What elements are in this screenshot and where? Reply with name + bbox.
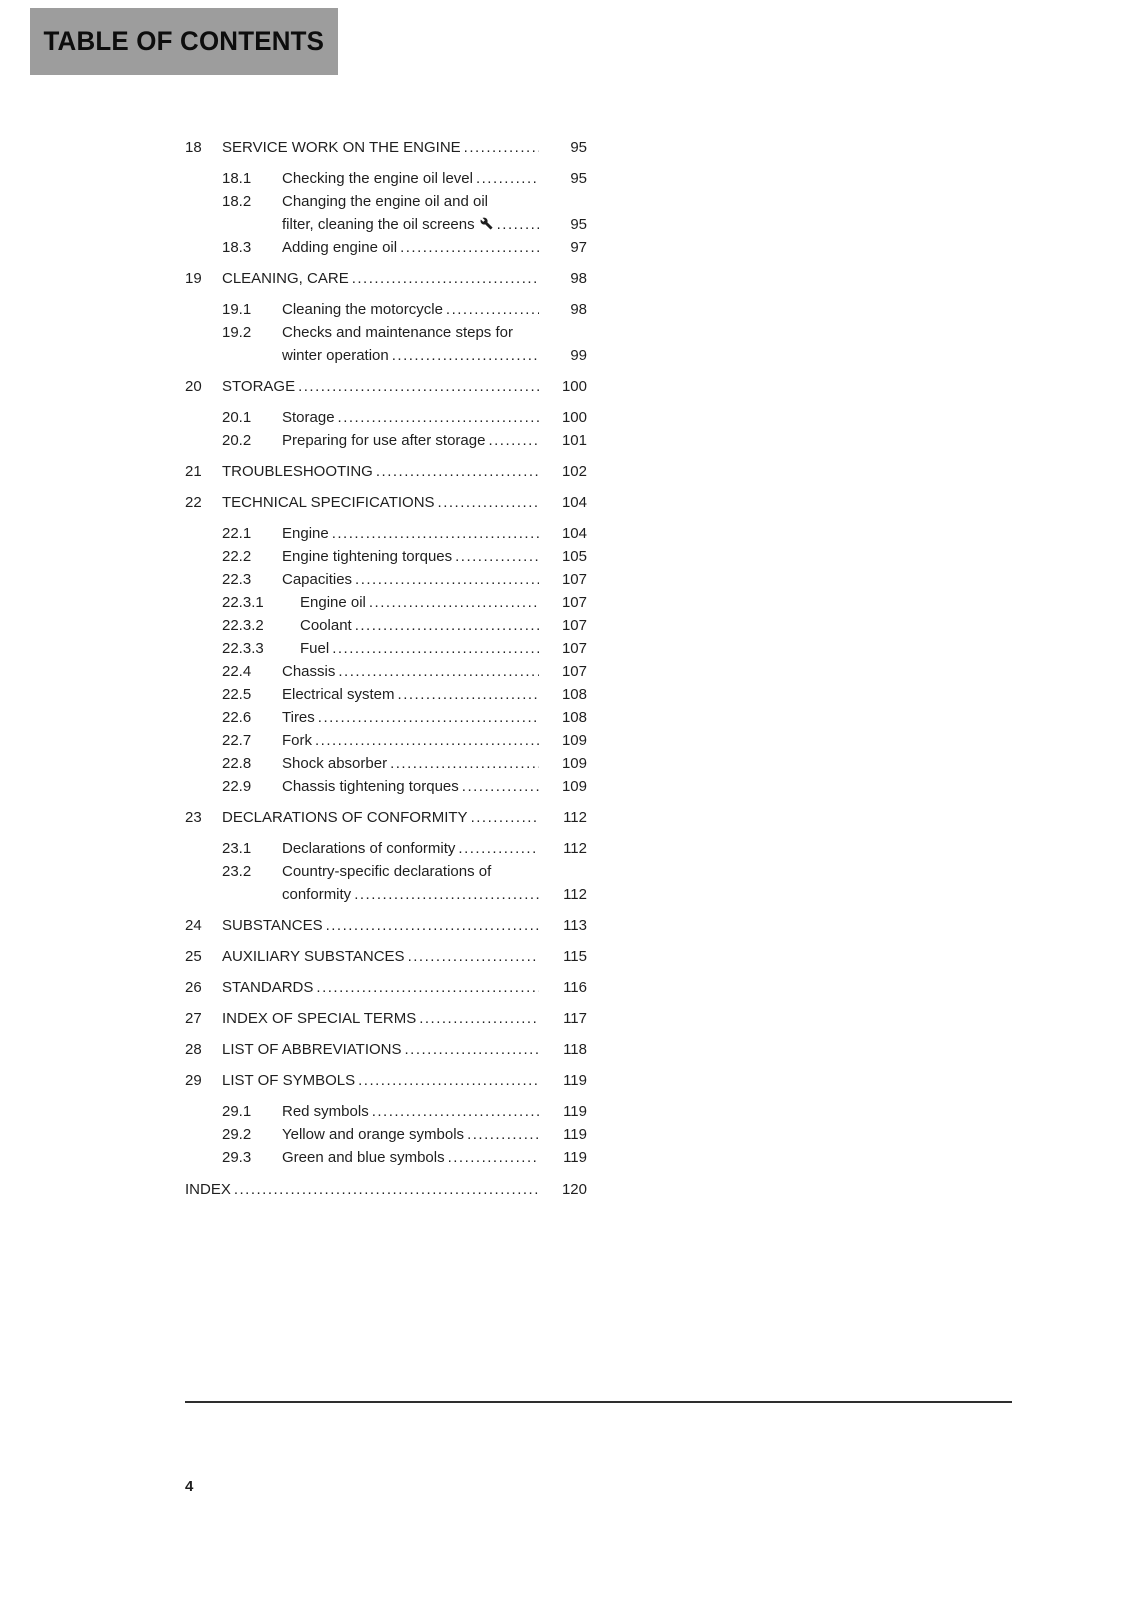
entry-number: 19.2: [222, 324, 252, 341]
toc-entry: [185, 545, 587, 568]
footer-page-number: 4: [185, 1478, 194, 1495]
dot-leader: [332, 522, 539, 545]
entry-page-number: 107: [561, 617, 587, 634]
entry-number: 28: [185, 1041, 202, 1058]
entry-number: 22.2: [222, 548, 252, 565]
entry-page-number: 109: [561, 778, 587, 795]
entry-page-number: 115: [563, 948, 587, 965]
toc-entry: [185, 568, 587, 591]
entry-number: 22.4: [222, 663, 252, 680]
toc-entry: [185, 837, 587, 860]
entry-page-number: 95: [570, 216, 587, 233]
dot-leader: [462, 775, 539, 798]
dot-leader: [398, 683, 539, 706]
toc-entry: [185, 190, 587, 236]
entry-title-line: TECHNICAL SPECIFICATIONS: [222, 494, 435, 511]
dot-leader: [476, 167, 539, 190]
entry-number: 22.6: [222, 709, 252, 726]
dot-leader: [355, 614, 539, 637]
toc-entry: [185, 806, 587, 829]
entry-page-number: 104: [561, 525, 587, 542]
entry-page-number: 102: [561, 463, 587, 480]
dot-leader: [355, 568, 539, 591]
entry-number: 18.3: [222, 239, 252, 256]
entry-number: 24: [185, 917, 202, 934]
entry-title-line: Tires: [282, 709, 315, 726]
dot-leader: [338, 660, 539, 683]
entry-page-number: 117: [563, 1010, 587, 1027]
entry-page-number: 97: [570, 239, 587, 256]
entry-page-number: 105: [561, 548, 587, 565]
entry-title-line: Cleaning the motorcycle: [282, 301, 443, 318]
dot-leader: [458, 837, 539, 860]
toc-entry: [185, 775, 587, 798]
entry-page-number: 104: [561, 494, 587, 511]
dot-leader: [446, 298, 539, 321]
dot-leader: [392, 344, 539, 367]
entry-title-line: Country-specific declarations of: [282, 863, 492, 880]
entry-page-number: 95: [570, 170, 587, 187]
entry-title-line: TROUBLESHOOTING: [222, 463, 373, 480]
entry-title-line: SUBSTANCES: [222, 917, 323, 934]
entry-title-line: Preparing for use after storage: [282, 432, 486, 449]
entry-page-number: 112: [563, 840, 587, 857]
dot-leader: [316, 976, 539, 999]
dot-leader: [405, 1038, 540, 1061]
toc-entry: [185, 460, 587, 483]
dot-leader: [400, 236, 539, 259]
entry-page-number: 107: [561, 571, 587, 588]
entry-page-number: 119: [563, 1072, 587, 1089]
entry-number: 25: [185, 948, 202, 965]
entry-number: 22.1: [222, 525, 252, 542]
entry-page-number: 116: [563, 979, 587, 996]
toc-entry: [185, 1146, 587, 1169]
toc-entry: [185, 945, 587, 968]
entry-page-number: 100: [561, 378, 587, 395]
entry-number: 23.1: [222, 840, 252, 857]
entry-title-line: INDEX: [185, 1181, 231, 1198]
entry-page-number: 95: [570, 139, 587, 156]
toc-entry: [185, 167, 587, 190]
entry-title-line: Electrical system: [282, 686, 395, 703]
toc-entry: [185, 429, 587, 452]
toc-entry: [185, 1069, 587, 1092]
entry-page-number: 119: [563, 1103, 587, 1120]
entry-number: 23.2: [222, 863, 252, 880]
entry-number: 22.3.2: [222, 617, 264, 634]
entry-number: 19: [185, 270, 202, 287]
dot-leader: [338, 406, 539, 429]
dot-leader: [408, 945, 539, 968]
entry-number: 23: [185, 809, 202, 826]
entry-page-number: 108: [561, 686, 587, 703]
toc-entry: [185, 136, 587, 159]
toc-entry: [185, 752, 587, 775]
entry-page-number: 119: [563, 1126, 587, 1143]
dot-leader: [471, 806, 539, 829]
toc-entry: [185, 1100, 587, 1123]
entry-number: 29.3: [222, 1149, 252, 1166]
entry-title-line: STORAGE: [222, 378, 296, 395]
toc-entry: [185, 1007, 587, 1030]
table-of-contents-header: [30, 8, 338, 75]
entry-page-number: 98: [570, 270, 587, 287]
entry-title-line: INDEX OF SPECIAL TERMS: [222, 1010, 417, 1027]
entry-number: 27: [185, 1010, 202, 1027]
entry-page-number: 109: [561, 732, 587, 749]
entry-title-line: Engine tightening torques: [282, 548, 453, 565]
toc-list: [185, 128, 587, 1201]
dot-leader: [464, 136, 539, 159]
entry-number: 20: [185, 378, 202, 395]
toc-entry: [185, 976, 587, 999]
entry-title-line: Adding engine oil: [282, 239, 398, 256]
dot-leader: [372, 1100, 539, 1123]
entry-number: 22.8: [222, 755, 252, 772]
entry-number: 22.3.1: [222, 594, 264, 611]
entry-title-line: Fork: [282, 732, 312, 749]
entry-number: 20.2: [222, 432, 252, 449]
entry-number: 22.9: [222, 778, 252, 795]
entry-page-number: 100: [561, 409, 587, 426]
entry-page-number: 112: [563, 809, 587, 826]
dot-leader: [467, 1123, 539, 1146]
entry-title-line: LIST OF SYMBOLS: [222, 1072, 356, 1089]
entry-title-line: Red symbols: [282, 1103, 369, 1120]
dot-leader: [332, 637, 539, 660]
entry-page-number: 113: [563, 917, 587, 934]
entry-title-line: winter operation: [282, 347, 389, 364]
entry-title-line: Checking the engine oil level: [282, 170, 473, 187]
toc-entry: [185, 1038, 587, 1061]
dot-leader: [438, 491, 539, 514]
entry-number: 21: [185, 463, 202, 480]
toc-entry: [185, 914, 587, 937]
toc-entry: [185, 860, 587, 906]
entry-page-number: 108: [561, 709, 587, 726]
toc-entry: [185, 522, 587, 545]
entry-title-line: LIST OF ABBREVIATIONS: [222, 1041, 402, 1058]
toc-entry: [185, 683, 587, 706]
entry-number: 18.1: [222, 170, 252, 187]
dot-leader: [354, 883, 539, 906]
entry-title-line: conformity: [282, 886, 352, 903]
dot-leader: [448, 1146, 539, 1169]
entry-number: 18.2: [222, 193, 252, 210]
entry-title-line: STANDARDS: [222, 979, 314, 996]
entry-title-line: Engine: [282, 525, 329, 542]
entry-title-line: Yellow and orange symbols: [282, 1126, 465, 1143]
dot-leader: [376, 460, 539, 483]
entry-page-number: 107: [561, 663, 587, 680]
entry-title-line: Coolant: [300, 617, 352, 634]
entry-page-number: 120: [561, 1181, 587, 1198]
entry-title-line: Shock absorber: [282, 755, 388, 772]
entry-number: 29: [185, 1072, 202, 1089]
entry-page-number: 107: [561, 594, 587, 611]
entry-number: 22.7: [222, 732, 252, 749]
entry-page-number: 109: [561, 755, 587, 772]
entry-title-line: AUXILIARY SUBSTANCES: [222, 948, 405, 965]
toc-entry: [185, 236, 587, 259]
page-title: TABLE OF CONTENTS: [43, 26, 325, 56]
entry-page-number: 99: [570, 347, 587, 364]
entry-number: 22.3.3: [222, 640, 264, 657]
entry-page-number: 118: [563, 1041, 587, 1058]
entry-title-line: filter, cleaning the oil screens: [282, 216, 475, 233]
wrench-icon: [480, 217, 493, 230]
entry-title-line: Fuel: [300, 640, 330, 657]
toc-entry: [185, 706, 587, 729]
toc-entry: [185, 491, 587, 514]
dot-leader: [358, 1069, 539, 1092]
entry-title-line: Changing the engine oil and oil: [282, 193, 488, 210]
entry-title-line: Chassis: [282, 663, 336, 680]
dot-leader: [419, 1007, 539, 1030]
entry-title-line: Storage: [282, 409, 335, 426]
dot-leader: [497, 213, 539, 236]
toc-entry: [185, 637, 587, 660]
toc-entry: [185, 729, 587, 752]
entry-number: 29.2: [222, 1126, 252, 1143]
toc-entry: [185, 406, 587, 429]
entry-title-line: Engine oil: [300, 594, 366, 611]
toc-entry: [185, 1178, 587, 1201]
toc-entry: [185, 267, 587, 290]
toc-entry: [185, 660, 587, 683]
toc-entry: [185, 298, 587, 321]
dot-leader: [369, 591, 539, 614]
entry-title-line: CLEANING, CARE: [222, 270, 349, 287]
footer-rule: [185, 1401, 1012, 1403]
entry-number: 22.5: [222, 686, 252, 703]
dot-leader: [488, 429, 539, 452]
entry-title-line: DECLARATIONS OF CONFORMITY: [222, 809, 468, 826]
entry-title-line: Declarations of conformity: [282, 840, 456, 857]
entry-title-line: Capacities: [282, 571, 353, 588]
dot-leader: [298, 375, 539, 398]
toc-entry: [185, 614, 587, 637]
entry-page-number: 112: [563, 886, 587, 903]
entry-title-line: Chassis tightening torques: [282, 778, 459, 795]
dot-leader: [352, 267, 539, 290]
entry-page-number: 101: [561, 432, 587, 449]
dot-leader: [318, 706, 539, 729]
entry-number: 26: [185, 979, 202, 996]
entry-number: 18: [185, 139, 202, 156]
toc-entry: [185, 321, 587, 367]
entry-page-number: 98: [570, 301, 587, 318]
dot-leader: [326, 914, 539, 937]
dot-leader: [390, 752, 539, 775]
entry-title-line: Green and blue symbols: [282, 1149, 445, 1166]
entry-number: 19.1: [222, 301, 252, 318]
entry-title-line: Checks and maintenance steps for: [282, 324, 513, 341]
entry-number: 22: [185, 494, 202, 511]
entry-page-number: 107: [561, 640, 587, 657]
toc-entry: [185, 1123, 587, 1146]
toc-entry: [185, 375, 587, 398]
entry-title-line: SERVICE WORK ON THE ENGINE: [222, 139, 461, 156]
entry-number: 22.3: [222, 571, 252, 588]
dot-leader: [455, 545, 539, 568]
entry-number: 29.1: [222, 1103, 252, 1120]
toc-entry: [185, 591, 587, 614]
entry-page-number: 119: [563, 1149, 587, 1166]
dot-leader: [315, 729, 539, 752]
dot-leader: [234, 1178, 539, 1201]
entry-number: 20.1: [222, 409, 252, 426]
